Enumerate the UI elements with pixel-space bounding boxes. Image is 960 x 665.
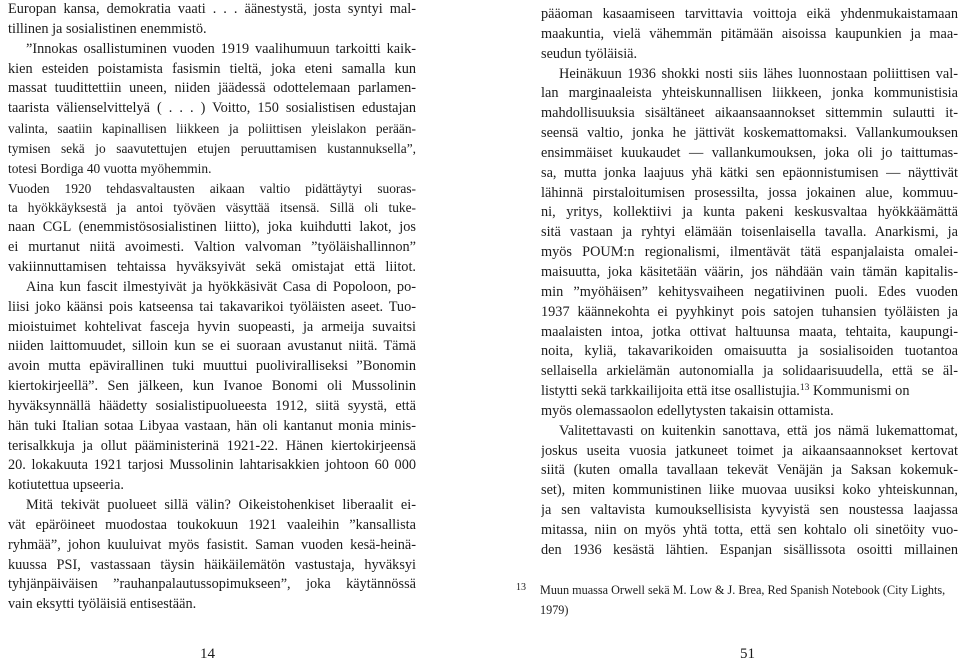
- line-text: Kommunismi on: [809, 383, 910, 400]
- text-line: [8, 318, 416, 338]
- line-text: Vuoden 1920 tehdasvaltausten aikaan valtio pidättäytyi suoras-: [8, 180, 416, 196]
- text-line: [8, 119, 416, 139]
- text-line: [541, 104, 958, 124]
- text-line: [541, 243, 958, 263]
- line-text: Europan kansa, demokratia vaati . . . äänestystä, josta syntyi mal-: [8, 1, 416, 17]
- line-text: 1937 käännekohta ei pyyhkinyt pois satojen tuhansien työläisten ja: [541, 303, 958, 320]
- line-text: hyväksynnällä häädetty sosialistipuolueesta 1912, siitä syystä, että: [8, 397, 416, 414]
- text-line: [541, 45, 958, 65]
- text-line: [541, 283, 958, 303]
- line-text: totesi Bordiga 40 vuotta myöhemmin.: [8, 160, 212, 176]
- text-line: [8, 139, 416, 159]
- text-line: [8, 377, 416, 397]
- line-text: tyhjänpäiväisen ”rauhanpalautussopimukseen”, joka käytännössä: [8, 576, 416, 593]
- line-text: lan marginaaleista yhteiskunnallisen liikkeen, jonka kommunistisia: [541, 85, 958, 102]
- line-text: avoin mutta epävirallinen tuki muuttui puoliviralliseksi ”Bonomin: [8, 358, 416, 375]
- left-page-text: [8, 0, 416, 615]
- text-line: [541, 184, 958, 204]
- text-line: [8, 337, 416, 357]
- text-line: [8, 397, 416, 417]
- text-line: [8, 496, 416, 516]
- line-text: listytti sekä tarkkailijoita että itse osallistujia.: [541, 383, 800, 400]
- line-text: ei murtanut niitä avoimesti. Valtion valvoman ”työläishallinnon”: [8, 239, 416, 256]
- text-line: [8, 556, 416, 576]
- footnote-text-line: Muun muassa Orwell sekä M. Low & J. Brea, Red Spanish Notebook (City Lights,: [540, 583, 946, 597]
- line-text: massat tuudittettiin uneen, niiden jäädessä odottelemaan parlamen-: [8, 80, 416, 97]
- text-line: [8, 79, 416, 99]
- line-text: kuussa PSI, vastassaan täysin häikäilemätön vastustaja, hyväksyi: [8, 556, 416, 573]
- line-text: myös POUM:n regionalismi, ilmentävät tätä espanjalaista omalei-: [541, 244, 958, 261]
- line-text: siitä (kuten omalla tavallaan tekevät Venäjän ja Saksan kokemuk-: [541, 462, 958, 479]
- line-text: Mitä tekivät puolueet sillä välin? Oikeistohenkiset liberaalit ei-: [26, 497, 416, 514]
- line-text: mahdollisuuksia sisältäneet aikaansaannokset sittemmin sulautti it-: [541, 105, 958, 122]
- text-line: [541, 124, 958, 144]
- page-number-left: 14: [200, 646, 215, 662]
- right-page-text: [541, 5, 958, 561]
- line-text: hän tuki Italian sotaa Libyaa vastaan, hän oli kantanut monia minis-: [8, 417, 416, 434]
- line-text: mitassa, niin on myös yhtä totta, että sen kohtalo oli sinetöity vuo-: [541, 521, 958, 538]
- line-text: maalaisten intoa, jotka ottivat haltuunsa maata, tehtaita, kaupungi-: [541, 323, 958, 340]
- text-line: [541, 442, 958, 462]
- text-line: [541, 382, 958, 402]
- text-line: [541, 521, 958, 541]
- line-text: vain eksytti työläisiä entisestään.: [8, 596, 197, 613]
- text-line: [8, 238, 416, 258]
- text-line: [541, 164, 958, 184]
- text-line: [541, 5, 958, 25]
- line-text: ryhmää”, johon kuuluivat myös fasistit. Saman vuoden kesä-heinä-: [8, 536, 416, 553]
- text-line: [541, 263, 958, 283]
- text-line: [541, 541, 958, 561]
- text-line: [8, 179, 416, 199]
- text-line: [8, 298, 416, 318]
- line-text: naan CGL (enemmistösosialistinen liitto), joka kuihdutti lakot, jos: [8, 219, 416, 236]
- line-text: tymisen sekä jo saavutettujen etujen peruuttamisen kustannuksella”,: [8, 140, 416, 156]
- line-text: joskus useita vuosia jatkuneet toimet ja aikaansaannokset kertovat: [541, 442, 958, 459]
- text-line: [8, 99, 416, 119]
- text-line: [541, 65, 958, 85]
- line-text: niiden laittomuudet, silloin kun se ei suoraan avustanut niitä. Tämä: [8, 338, 416, 355]
- line-text: tillinen ja sosialistinen enemmistö.: [8, 20, 207, 37]
- line-text: pääoman kasaamiseen tarvittavia voittoja eikä yhdenmukaistamaan: [541, 6, 958, 22]
- text-line: [541, 402, 958, 422]
- line-text: maakuntia, vielä vähemmän pitämään aisoissa kaupunkien ja maa-: [541, 25, 958, 42]
- line-text: Aina kun fascit ilmestyivät ja hyökkäsivät Casa di Popoloon, po-: [26, 278, 416, 295]
- line-text: mioistuimet kohtelivat fasceja hyvin suopeasti, ja armeija suvaitsi: [8, 318, 416, 335]
- line-text: seensä valtio, jonka he jättivät koskemattomaksi. Vallankumouksen: [541, 125, 958, 142]
- text-line: [541, 203, 958, 223]
- text-line: [8, 20, 416, 40]
- line-text: Valitettavasti on kuitenkin sanottava, että jos nämä lukemattomat,: [559, 422, 958, 439]
- line-text: ensimmäiset kuukaudet — vallankumouksen, joka oli jo taittumas-: [541, 144, 958, 161]
- text-line: [8, 437, 416, 457]
- footnote-mark: 13: [516, 582, 526, 593]
- text-line: [541, 342, 958, 362]
- line-text: set), miten kommunistinen liike muovaa uusiksi koko yhteiskunnan,: [541, 482, 958, 499]
- text-line: [8, 516, 416, 536]
- line-text: sellaisella arkielämän autonomialla ja solidaarisuudella, että se äl-: [541, 363, 958, 380]
- line-text: vät epäröineet muodostaa toukokuun 1921 vaaleihin ”kansallista: [8, 516, 416, 533]
- line-text: maisuutta, joka käsitetään väärin, jos nähdään vain tämän kapitalis-: [541, 263, 958, 280]
- footnote-text-line: 1979): [540, 603, 569, 617]
- line-text: kien esteiden poistamista fasismin tieltä, joka eteni samalla kun: [8, 60, 416, 77]
- line-text: liisi joko käänsi pois katseensa tai takavarikoi työläisten aseet. Tuo-: [8, 298, 416, 315]
- line-text: lähinnä pirstaloitumisen prosessilta, jossa jokainen alue, kommuu-: [541, 184, 958, 201]
- line-text: noita, kyliä, takavarikoiden omaisuutta ja sosialisoiden tuotantoa: [541, 343, 958, 360]
- text-line: [8, 476, 416, 496]
- text-line: [541, 144, 958, 164]
- line-text: Heinäkuun 1936 shokki nosti siis lähes luonnostaan poliittisen val-: [559, 65, 958, 82]
- text-line: [8, 40, 416, 60]
- text-line: [541, 303, 958, 323]
- text-line: [541, 362, 958, 382]
- line-text: kotiutettua upseeria.: [8, 477, 124, 494]
- line-text: terisalkkuja ja ollut pääministerinä 1921-22. Hänen kiertokirjeensä: [8, 437, 416, 454]
- text-line: [8, 60, 416, 80]
- text-line: [8, 456, 416, 476]
- footnote: [516, 580, 956, 620]
- text-line: [8, 0, 416, 20]
- line-text: seudun työläisiä.: [541, 45, 638, 62]
- line-text: ja sen valtavista kumouksellisista kyvyistä sen noustessa laajassa: [541, 502, 958, 519]
- page-number-right: 51: [740, 646, 755, 662]
- line-text: taarista välienselvittelyä ( . . . ) Voitto, 150 sosialistisen edustajan: [8, 100, 416, 117]
- text-line: [541, 323, 958, 343]
- footnote-reference: 13: [799, 383, 810, 394]
- line-text: min ”myöhäisen” kehitysvaiheen negatiivinen puoli. Edes vuoden: [541, 283, 958, 300]
- line-text: sitä vastaan ja ryhtyi elämään toisenlaisella tavalla. Anarkismi, ja: [541, 224, 958, 241]
- text-line: [8, 159, 416, 179]
- text-line: [8, 417, 416, 437]
- text-line: [541, 223, 958, 243]
- text-line: [8, 536, 416, 556]
- text-line: [8, 575, 416, 595]
- line-text: den 1936 kesästä lähtien. Espanjan sisällissota osoitti millainen: [541, 541, 958, 558]
- line-text: ni, yritys, kollektiivi ja kunta pakeni keskusvaltaa hyökkäämättä: [541, 204, 958, 221]
- text-line: [8, 595, 416, 615]
- text-line: [541, 501, 958, 521]
- text-line: [8, 357, 416, 377]
- line-text: 20. lokakuuta 1921 tarjosi Mussolinin lahtarisakkien johtoon 60 000: [8, 457, 416, 474]
- text-line: [8, 258, 416, 278]
- line-text: sa, mutta jonka laajuus yhä kätki sen epäonnistumisen — näyttivät: [541, 164, 958, 181]
- text-line: [8, 198, 416, 218]
- text-line: [541, 461, 958, 481]
- text-line: [541, 481, 958, 501]
- text-line: [541, 422, 958, 442]
- line-text: valinta, saatiin kapinallisen liikkeen ja poliittisen yleislakon perään-: [8, 121, 416, 137]
- line-text: ta hyökkäyksestä ja antoi työväen väsyttää itsensä. Sillä oli tuke-: [8, 200, 416, 216]
- text-line: [8, 218, 416, 238]
- line-text: kiertokirjeellä”. Sen jälkeen, kun Ivanoe Bonomi oli Mussolinin: [8, 378, 416, 395]
- text-line: [541, 84, 958, 104]
- text-line: [541, 25, 958, 45]
- line-text: ”Innokas osallistuminen vuoden 1919 vaalihumuun tarkoitti kaik-: [26, 40, 416, 57]
- line-text: myös olemassaolon edellytysten takaisin ottamista.: [541, 402, 834, 419]
- line-text: vakiinnuttamisen tehtaissa hyväksyivät sekä omistajat että liitot.: [8, 258, 416, 275]
- text-line: [8, 278, 416, 298]
